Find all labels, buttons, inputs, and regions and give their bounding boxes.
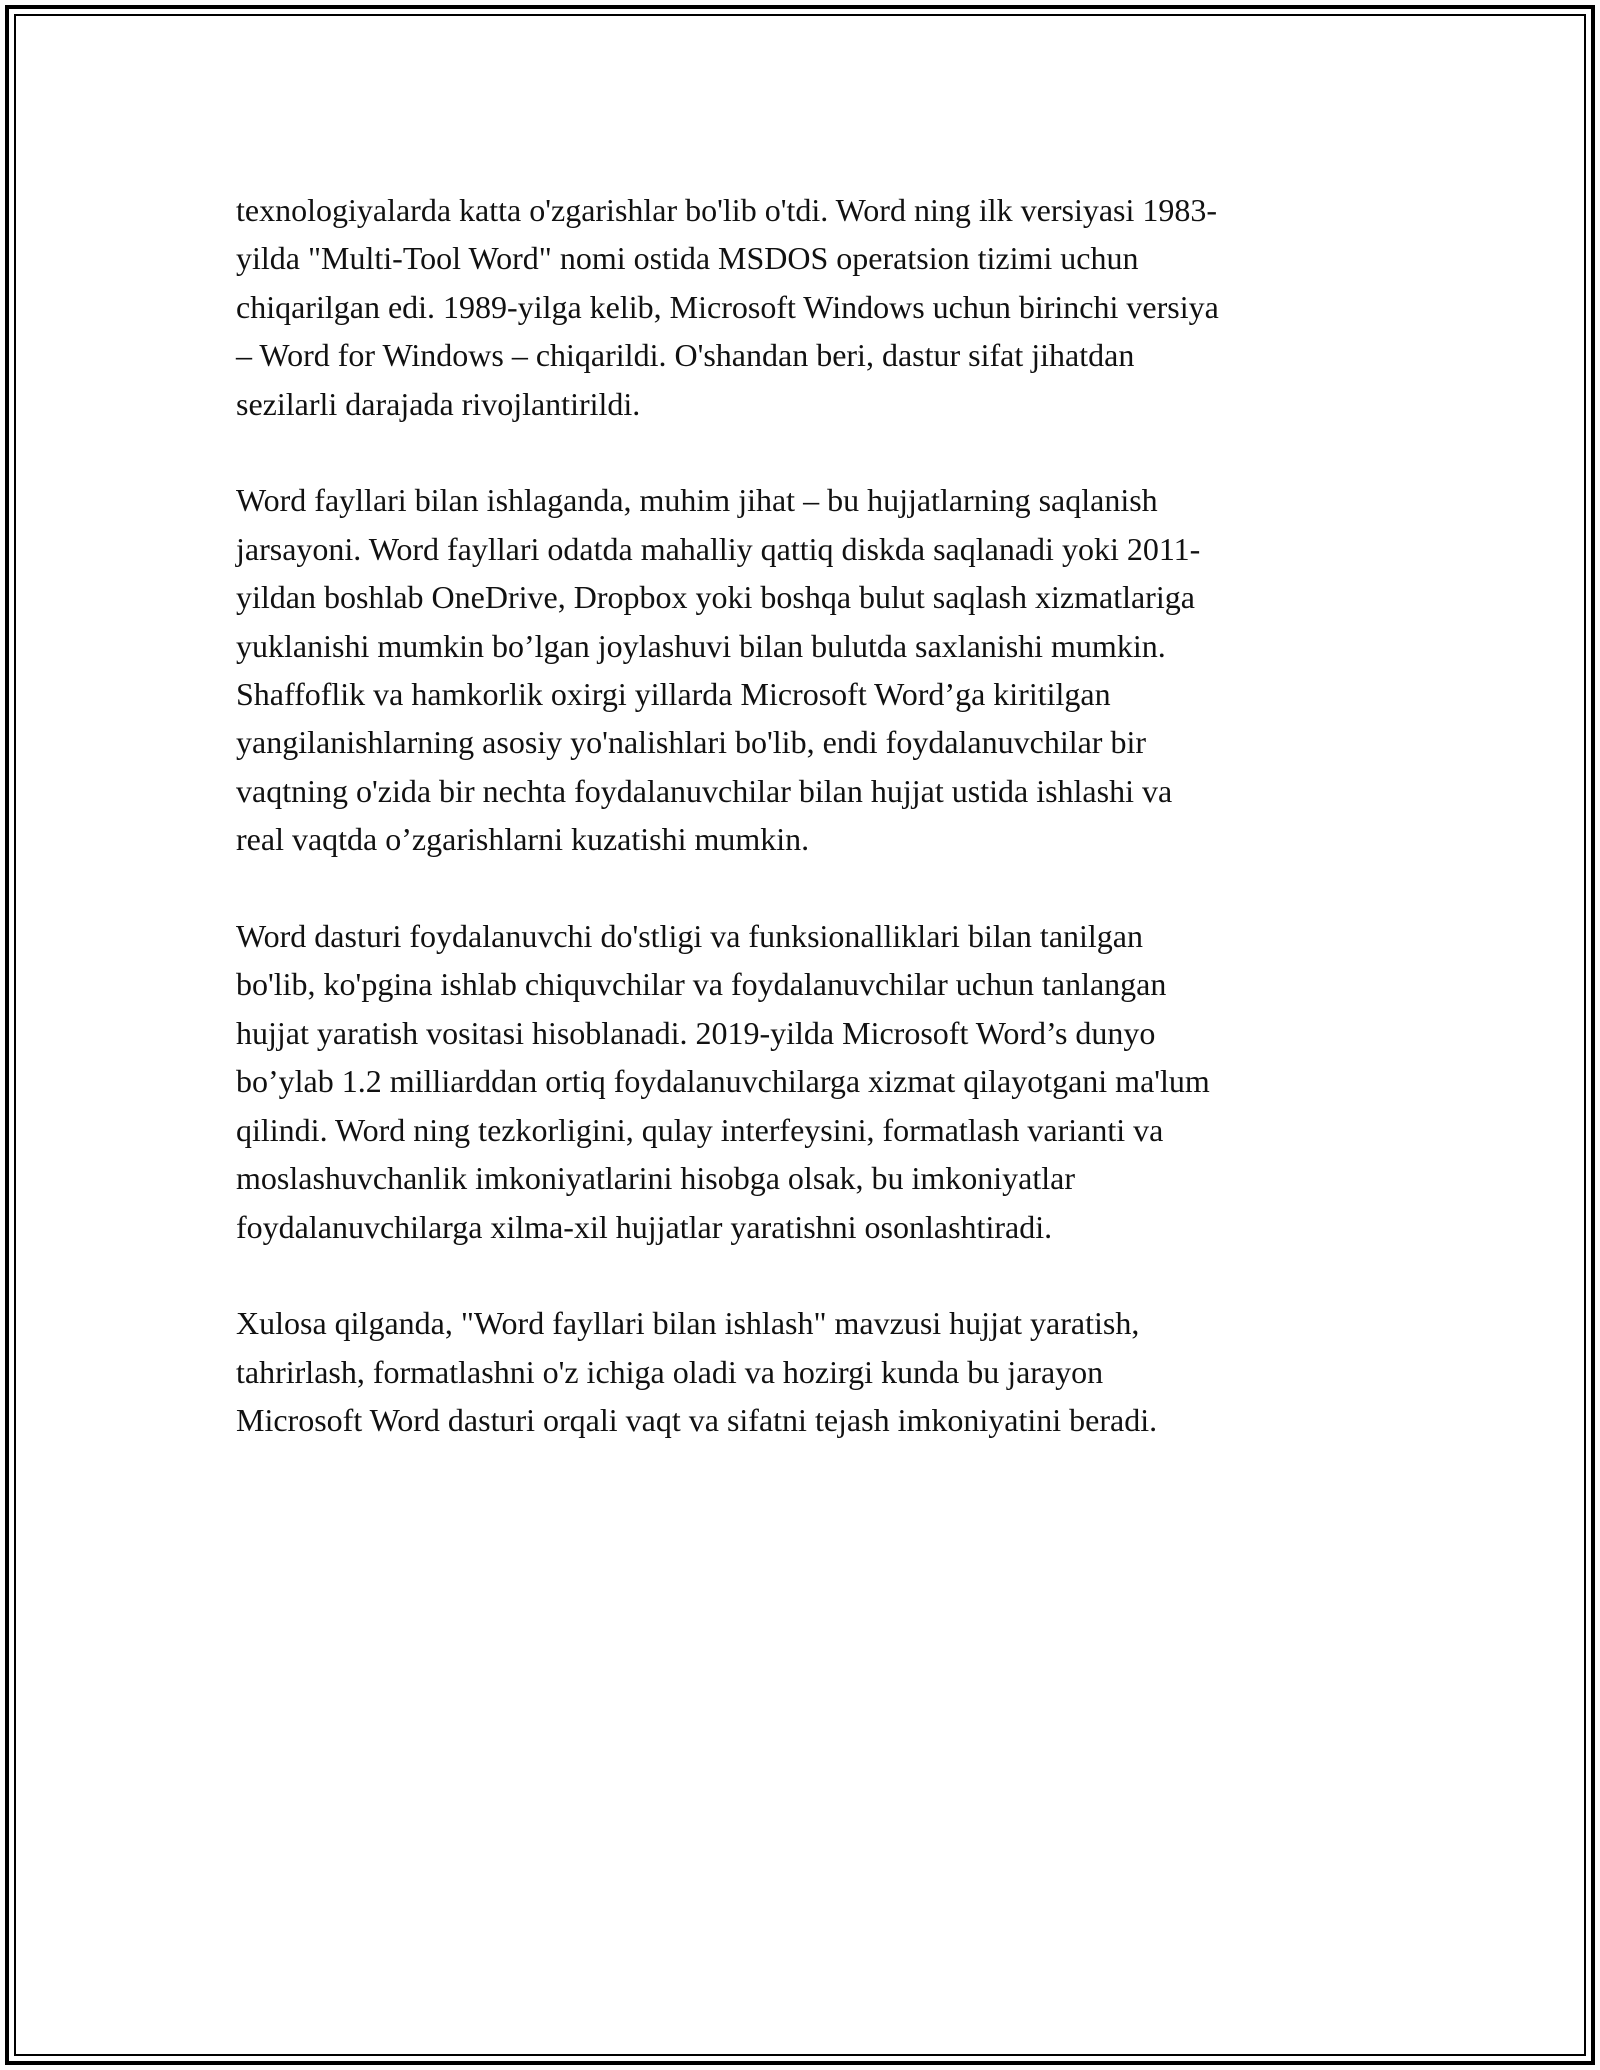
paragraph-saving-files bbox=[236, 476, 1376, 863]
text-line: Microsoft Word dasturi orqali vaqt va sifatni tejash imkoniyatini beradi. bbox=[236, 1402, 1158, 1439]
text-line: yuklanishi mumkin bo’lgan joylashuvi bilan bulutda saxlanishi mumkin. bbox=[236, 627, 1166, 664]
text-line: jarsayoni. Word fayllari odatda mahalliy qattiq diskda saqlanadi yoki 2011- bbox=[236, 530, 1201, 567]
text-line: Xulosa qilganda, "Word fayllari bilan ishlash" mavzusi hujjat yaratish, bbox=[236, 1305, 1140, 1342]
paragraph-word-history bbox=[236, 186, 1376, 428]
text-line: foydalanuvchilarga xilma-xil hujjatlar yaratishni osonlashtiradi. bbox=[236, 1208, 1053, 1245]
text-line: texnologiyalarda katta o'zgarishlar bo'lib o'tdi. Word ning ilk versiyasi 1983- bbox=[236, 192, 1218, 228]
text-line: Word dasturi foydalanuvchi do'stligi va funksionalliklari bilan tanilgan bbox=[236, 918, 1143, 955]
text-line: bo'lib, ko'pgina ishlab chiquvchilar va foydalanuvchilar uchun tanlangan bbox=[236, 966, 1167, 1003]
text-line: yangilanishlarning asosiy yo'nalishlari bo'lib, endi foydalanuvchilar bir bbox=[236, 724, 1146, 761]
text-line: hujjat yaratish vositasi hisoblanadi. 2019-yilda Microsoft Word’s dunyo bbox=[236, 1014, 1156, 1051]
text-line: sezilarli darajada rivojlantirildi. bbox=[236, 385, 641, 422]
text-line: yildan boshlab OneDrive, Dropbox yoki boshqa bulut saqlash xizmatlariga bbox=[236, 579, 1195, 616]
text-line: chiqarilgan edi. 1989-yilga kelib, Microsoft Windows uchun birinchi versiya bbox=[236, 288, 1219, 325]
text-line: – Word for Windows – chiqarildi. O'shandan beri, dastur sifat jihatdan bbox=[236, 337, 1135, 374]
paragraph-conclusion bbox=[236, 1299, 1376, 1444]
text-line: Shaffoflik va hamkorlik oxirgi yillarda Microsoft Word’ga kiritilgan bbox=[236, 676, 1111, 713]
text-line: yilda "Multi-Tool Word" nomi ostida MSDOS operatsion tizimi uchun bbox=[236, 240, 1139, 277]
text-line: Word fayllari bilan ishlaganda, muhim jihat – bu hujjatlarning saqlanish bbox=[236, 482, 1158, 519]
text-line: qilindi. Word ning tezkorligini, qulay interfeysini, formatlash varianti va bbox=[236, 1111, 1164, 1148]
text-line: vaqtning o'zida bir nechta foydalanuvchilar bilan hujjat ustida ishlashi va bbox=[236, 772, 1173, 809]
document-body bbox=[236, 186, 1376, 1493]
text-line: tahrirlash, formatlashni o'z ichiga oladi va hozirgi kunda bu jarayon bbox=[236, 1353, 1104, 1390]
text-line: real vaqtda o’zgarishlarni kuzatishi mumkin. bbox=[236, 821, 810, 858]
text-line: bo’ylab 1.2 milliarddan ortiq foydalanuvchilarga xizmat qilayotgani ma'lum bbox=[236, 1063, 1210, 1100]
text-line: moslashuvchanlik imkoniyatlarini hisobga olsak, bu imkoniyatlar bbox=[236, 1160, 1075, 1197]
paragraph-popularity bbox=[236, 912, 1376, 1251]
